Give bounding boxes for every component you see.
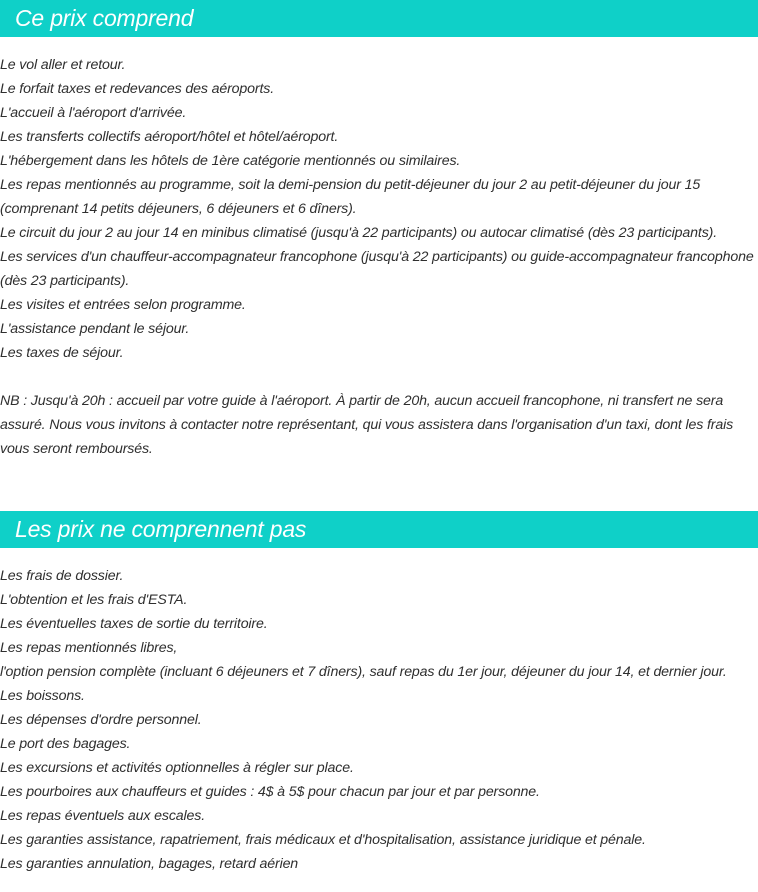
included-item: Les visites et entrées selon programme. <box>0 297 246 313</box>
included-item: Les transferts collectifs aéroport/hôtel et hôtel/aéroport. <box>0 129 339 145</box>
not-included-item: Les garanties assistance, rapatriement, frais médicaux et d'hospitalisation, assistance juridique et pénale. <box>0 832 646 848</box>
not-included-item: Les repas mentionnés libres, <box>0 640 178 656</box>
included-item: Le circuit du jour 2 au jour 14 en minibus climatisé (jusqu'à 22 participants) ou autocar climatisé (dès 23 participants). <box>0 225 718 241</box>
included-item: L'assistance pendant le séjour. <box>0 321 190 337</box>
not-included-item: Les boissons. <box>0 688 85 704</box>
included-item: L'accueil à l'aéroport d'arrivée. <box>0 105 187 121</box>
not-included-item: Les excursions et activités optionnelles à régler sur place. <box>0 760 354 776</box>
included-item: Le forfait taxes et redevances des aéroports. <box>0 81 275 97</box>
included-item: Les repas mentionnés au programme, soit la demi-pension du petit-déjeuner du jour 2 au petit-déjeuner du jour 15 (comprenant 14 petits déjeuners, 6 déjeuners et 6 dîners). <box>0 177 701 217</box>
included-item: Les taxes de séjour. <box>0 345 124 361</box>
included-list <box>0 53 758 365</box>
not-included-item: Les repas éventuels aux escales. <box>0 808 205 824</box>
not-included-item: Les éventuelles taxes de sortie du territoire. <box>0 616 268 632</box>
section-not-included-title: Les prix ne comprennent pas <box>0 511 758 548</box>
not-included-item: l'option pension complète (incluant 6 déjeuners et 7 dîners), sauf repas du 1er jour, déjeuner du jour 14, et dernier jour. <box>0 664 727 680</box>
not-included-item: Les frais de dossier. <box>0 568 124 584</box>
not-included-item: Les garanties annulation, bagages, retard aérien <box>0 856 299 872</box>
section-included-title: Ce prix comprend <box>0 0 758 37</box>
included-item: Les services d'un chauffeur-accompagnateur francophone (jusqu'à 22 participants) ou guide-accompagnateur francophone (dès 23 participants). <box>0 249 754 289</box>
not-included-item: Les dépenses d'ordre personnel. <box>0 712 202 728</box>
included-item: L'hébergement dans les hôtels de 1ère catégorie mentionnés ou similaires. <box>0 153 461 169</box>
arrival-note: NB : Jusqu'à 20h : accueil par votre guide à l'aéroport. À partir de 20h, aucun accueil francophone, ni transfert ne sera assuré. Nous vous invitons à contacter notre représentant, qui vous assistera dans l'organisation d'un taxi, dont les frais vous seront remboursés. <box>0 393 734 457</box>
not-included-item: Le port des bagages. <box>0 736 131 752</box>
not-included-item: L'obtention et les frais d'ESTA. <box>0 592 188 608</box>
not-included-item: Les pourboires aux chauffeurs et guides : 4$ à 5$ pour chacun par jour et par personne. <box>0 784 540 800</box>
section-not-included <box>0 511 758 876</box>
included-item: Le vol aller et retour. <box>0 57 126 73</box>
not-included-list <box>0 564 758 876</box>
